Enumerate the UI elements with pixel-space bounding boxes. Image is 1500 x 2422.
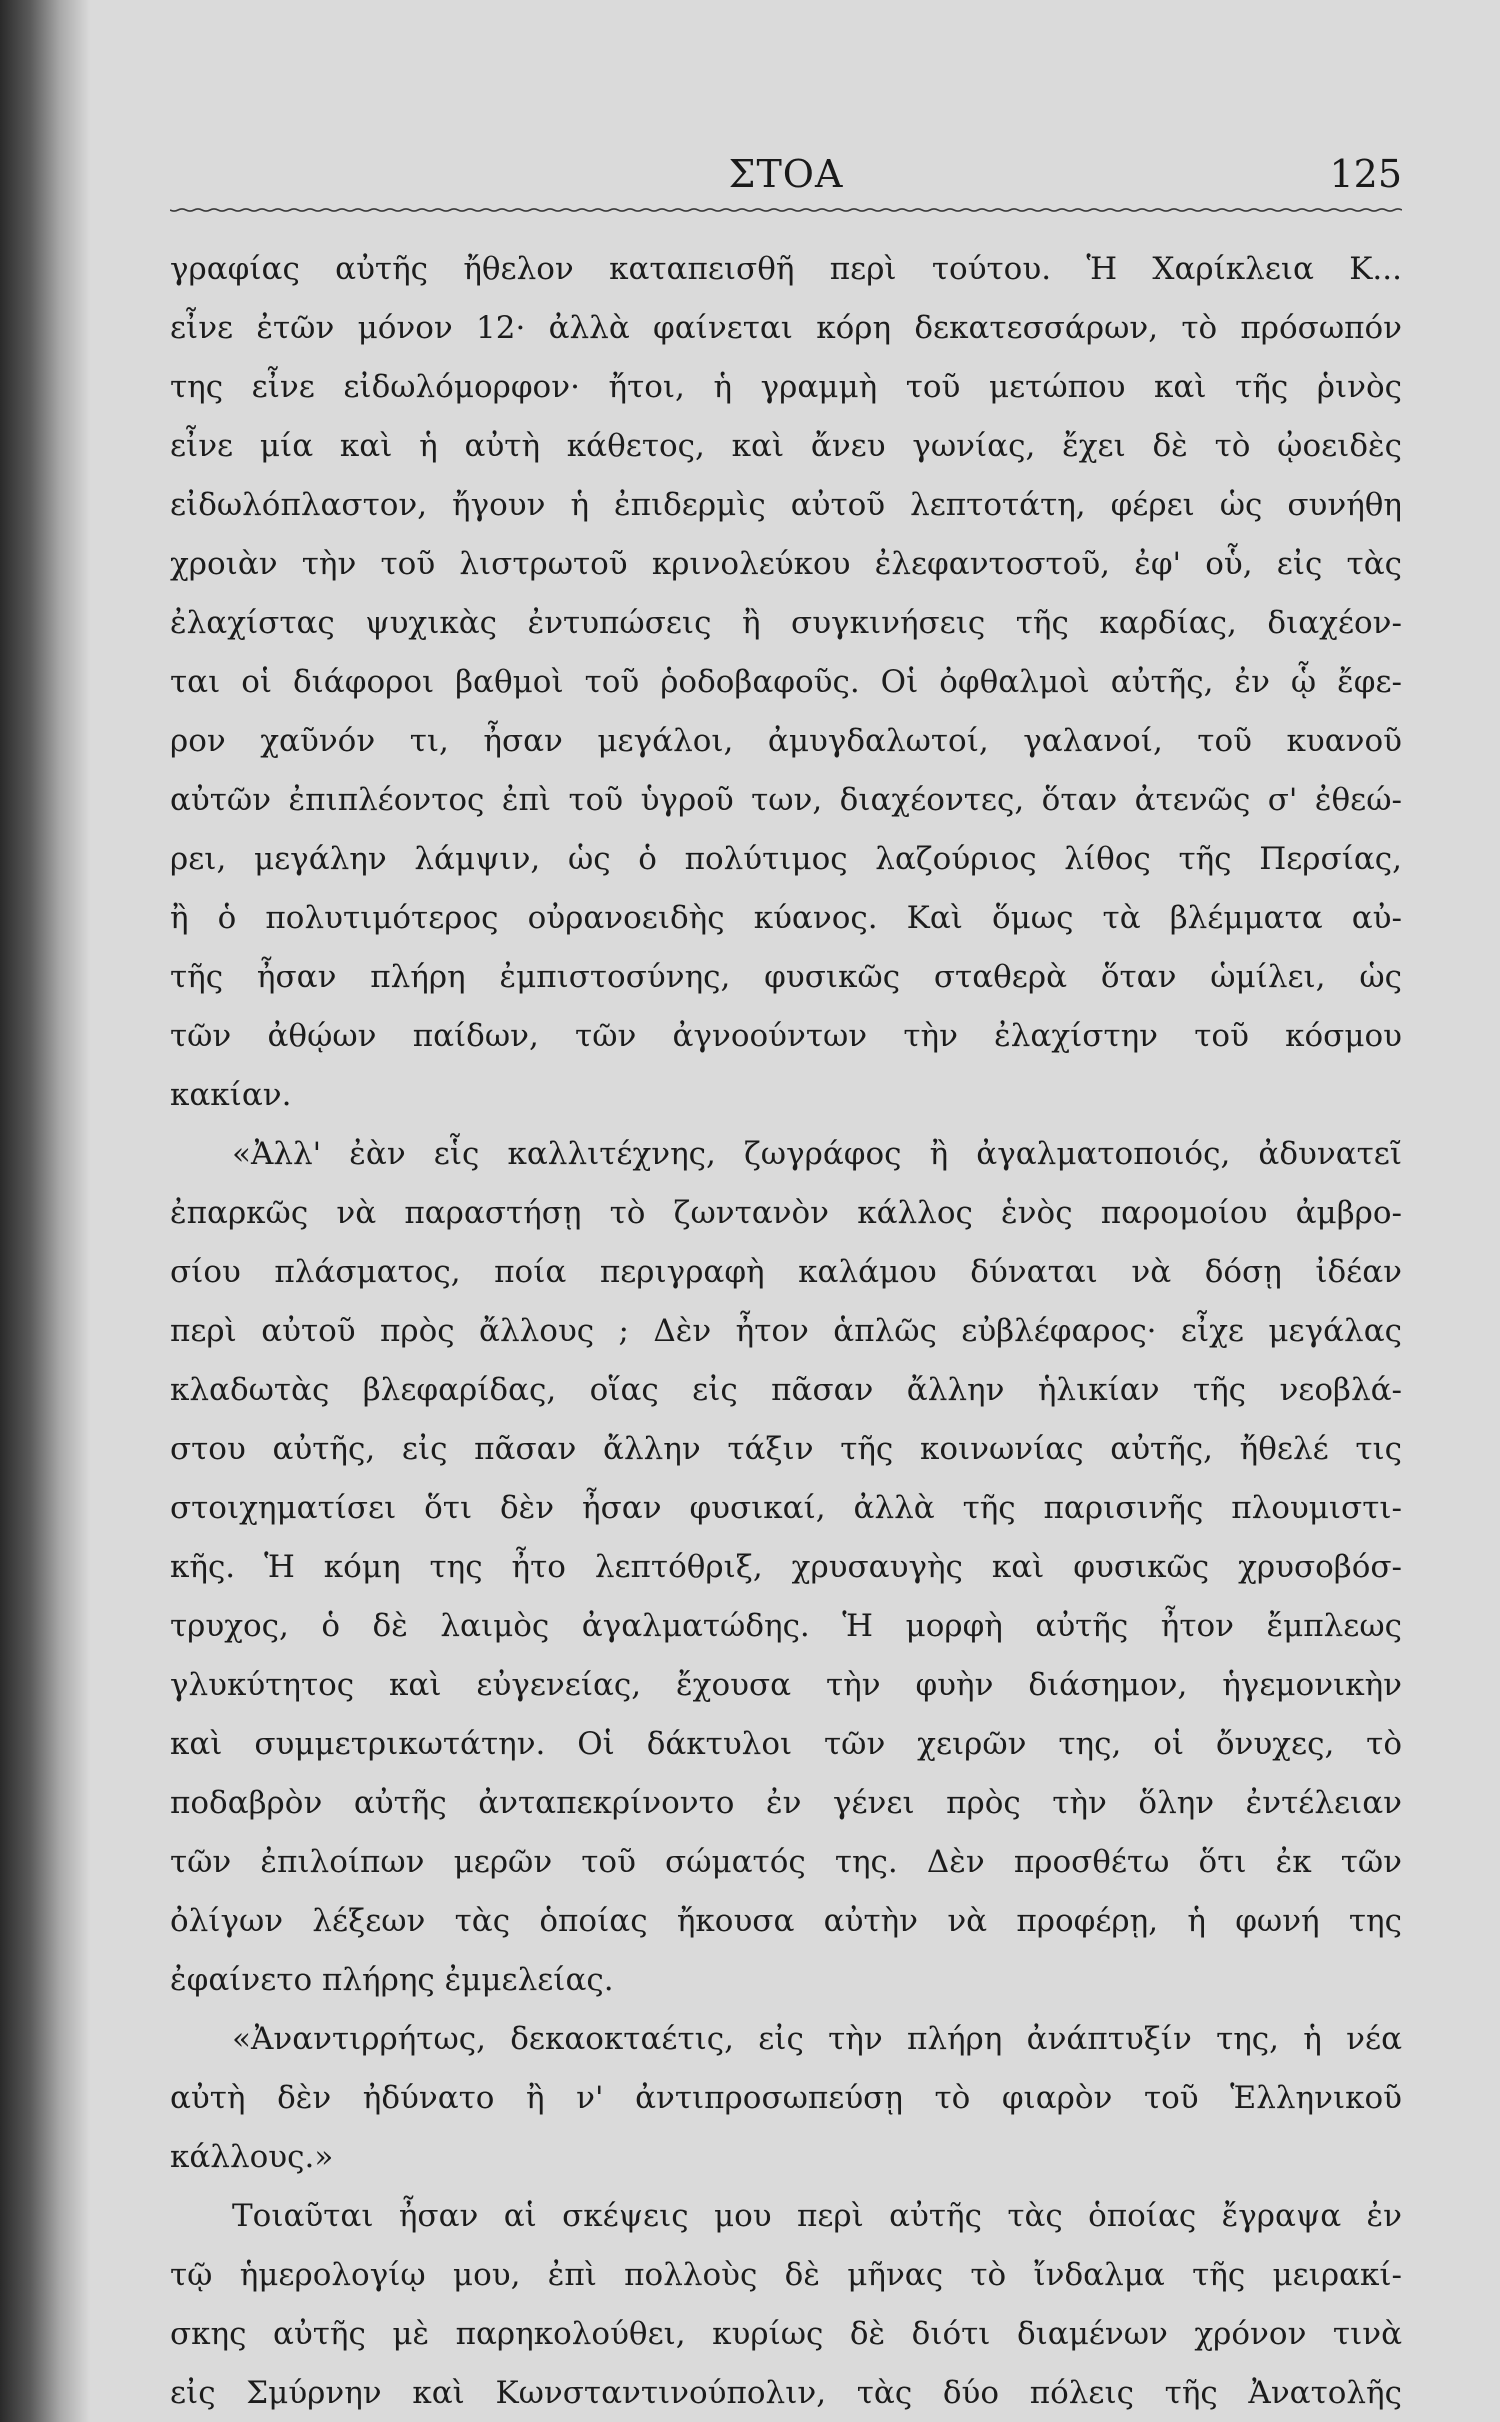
text-line: τῶν ἀθῴων παίδων, τῶν ἀγνοούντων τὴν ἐλαχίστην τοῦ κόσμου [170, 1018, 1402, 1054]
text-line: κλαδωτὰς βλεφαρίδας, οἵας εἰς πᾶσαν ἄλλην ἡλικίαν τῆς νεοβλά- [170, 1372, 1402, 1408]
text-line: εἰς Σμύρνην καὶ Κωνσταντινούπολιν, τὰς δύο πόλεις τῆς Ἀνατολῆς [170, 2375, 1402, 2411]
text-line: εἶνε ἐτῶν μόνον 12· ἀλλὰ φαίνεται κόρη δεκατεσσάρων, τὸ πρόσωπόν [170, 310, 1402, 346]
text-line: ρει, μεγάλην λάμψιν, ὡς ὁ πολύτιμος λαζούριος λίθος τῆς Περσίας, [170, 841, 1402, 877]
binding-shadow [0, 0, 90, 2422]
text-line: γλυκύτητος καὶ εὐγενείας, ἔχουσα τὴν φυὴν διάσημον, ἡγεμονικὴν [170, 1667, 1402, 1703]
text-line: καὶ συμμετρικωτάτην. Οἱ δάκτυλοι τῶν χειρῶν της, οἱ ὄνυχες, τὸ [170, 1726, 1402, 1762]
text-line: κάλλους.» [170, 2139, 334, 2175]
text-line: κῆς. Ἡ κόμη της ἦτο λεπτόθριξ, χρυσαυγὴς καὶ φυσικῶς χρυσοβόσ- [170, 1549, 1402, 1585]
text-line: στοιχηματίσει ὅτι δὲν ἦσαν φυσικαί, ἀλλὰ τῆς παρισινῆς πλουμιστι- [170, 1490, 1402, 1526]
text-line: γραφίας αὐτῆς ἤθελον καταπεισθῆ περὶ τούτου. Ἡ Χαρίκλεια Κ... [170, 251, 1402, 287]
text-line: ται οἱ διάφοροι βαθμοὶ τοῦ ῥοδοβαφοῦς. Οἱ ὀφθαλμοὶ αὐτῆς, ἐν ᾧ ἔφε- [170, 664, 1402, 700]
text-line: περὶ αὐτοῦ πρὸς ἄλλους ; Δὲν ἦτον ἁπλῶς εὐβλέφαρος· εἶχε μεγάλας [170, 1313, 1402, 1349]
text-line: «Ἀναντιρρήτως, δεκαοκταέτις, εἰς τὴν πλήρη ἀνάπτυξίν της, ἡ νέα [232, 2021, 1402, 2057]
text-line: εἶνε μία καὶ ἡ αὐτὴ κάθετος, καὶ ἄνευ γωνίας, ἔχει δὲ τὸ ᾠοειδὲς [170, 428, 1402, 464]
text-line: ὀλίγων λέξεων τὰς ὁποίας ἤκουσα αὐτὴν νὰ προφέρῃ, ἡ φωνή της [170, 1903, 1402, 1939]
text-line: εἰδωλόπλαστον, ἤγουν ἡ ἐπιδερμὶς αὐτοῦ λεπτοτάτη, φέρει ὡς συνήθη [170, 487, 1402, 523]
text-line: κακίαν. [170, 1077, 292, 1113]
text-line: τῷ ἡμερολογίῳ μου, ἐπὶ πολλοὺς δὲ μῆνας τὸ ἴνδαλμα τῆς μειρακί- [170, 2257, 1402, 2293]
text-line: της εἶνε εἰδωλόμορφον· ἤτοι, ἡ γραμμὴ τοῦ μετώπου καὶ τῆς ῥινὸς [170, 369, 1402, 405]
text-line: σκης αὐτῆς μὲ παρηκολούθει, κυρίως δὲ διότι διαμένων χρόνον τινὰ [170, 2316, 1402, 2352]
text-line: τῆς ἦσαν πλήρη ἐμπιστοσύνης, φυσικῶς σταθερὰ ὅταν ὡμίλει, ὡς [170, 959, 1402, 995]
text-line: στου αὐτῆς, εἰς πᾶσαν ἄλλην τάξιν τῆς κοινωνίας αὐτῆς, ἤθελέ τις [170, 1431, 1402, 1467]
running-title: ΣΤΟΑ [728, 152, 844, 196]
text-line: αὐτὴ δὲν ἠδύνατο ἢ ν' ἀντιπροσωπεύσῃ τὸ φιαρὸν τοῦ Ἑλληνικοῦ [170, 2080, 1402, 2116]
text-line: χροιὰν τὴν τοῦ λιστρωτοῦ κρινολεύκου ἐλεφαντοστοῦ, ἐφ' οὗ, εἰς τὰς [170, 546, 1402, 582]
text-line: ποδαβρὸν αὐτῆς ἀνταπεκρίνοντο ἐν γένει πρὸς τὴν ὅλην ἐντέλειαν [170, 1785, 1402, 1821]
text-line: Τοιαῦται ἦσαν αἱ σκέψεις μου περὶ αὐτῆς τὰς ὁποίας ἔγραψα ἐν [232, 2198, 1402, 2234]
text-line: τρυχος, ὁ δὲ λαιμὸς ἀγαλματώδης. Ἡ μορφὴ αὐτῆς ἦτον ἔμπλεως [170, 1608, 1402, 1644]
text-line: ἢ ὁ πολυτιμότερος οὐρανοειδὴς κύανος. Καὶ ὅμως τὰ βλέμματα αὐ- [170, 900, 1402, 936]
text-line: ρον χαῦνόν τι, ἦσαν μεγάλοι, ἀμυγδαλωτοί, γαλανοί, τοῦ κυανοῦ [170, 723, 1402, 759]
page-number: 125 [1329, 152, 1402, 196]
text-line: σίου πλάσματος, ποία περιγραφὴ καλάμου δύναται νὰ δόσῃ ἰδέαν [170, 1254, 1402, 1290]
text-line: «Ἀλλ' ἐὰν εἷς καλλιτέχνης, ζωγράφος ἢ ἀγαλματοποιός, ἀδυνατεῖ [232, 1136, 1402, 1172]
page-header [170, 152, 1402, 212]
header-wavy-rule [170, 205, 1402, 215]
text-line: τῶν ἐπιλοίπων μερῶν τοῦ σώματός της. Δὲν προσθέτω ὅτι ἐκ τῶν [170, 1844, 1402, 1880]
text-line: ἐφαίνετο πλήρης ἐμμελείας. [170, 1962, 614, 1998]
text-line: αὐτῶν ἐπιπλέοντος ἐπὶ τοῦ ὑγροῦ των, διαχέοντες, ὅταν ἀτενῶς σ' ἐθεώ- [170, 782, 1402, 818]
body-text [170, 240, 1402, 2411]
text-line: ἐπαρκῶς νὰ παραστήσῃ τὸ ζωντανὸν κάλλος ἑνὸς παρομοίου ἀμβρο- [170, 1195, 1402, 1231]
text-line: ἐλαχίστας ψυχικὰς ἐντυπώσεις ἢ συγκινήσεις τῆς καρδίας, διαχέον- [170, 605, 1402, 641]
